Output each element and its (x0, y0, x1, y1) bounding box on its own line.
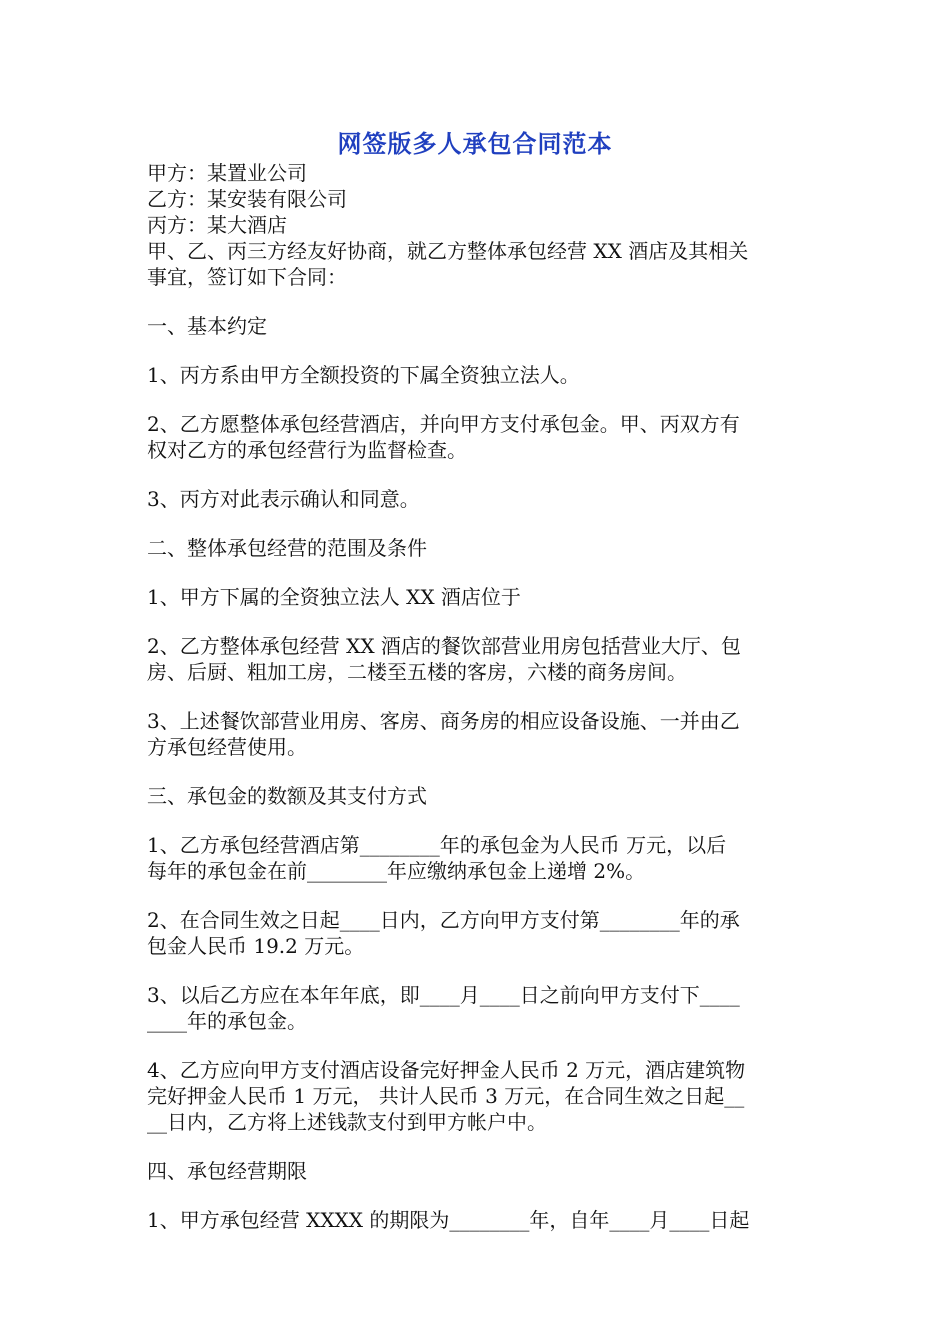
party-c-line: 丙方：某大酒店 (147, 213, 287, 237)
clause-line: 每年的承包金在前________年应缴纳承包金上递增 2%。 (147, 859, 646, 883)
preamble-line: 甲、乙、丙三方经友好协商，就乙方整体承包经营 XX 酒店及其相关 (147, 239, 749, 263)
party-a-line: 甲方：某置业公司 (147, 161, 307, 185)
section-heading: 二、整体承包经营的范围及条件 (147, 536, 427, 560)
preamble-line: 事宜，签订如下合同： (147, 265, 347, 289)
clause-line: 2、在合同生效之日起____日内，乙方向甲方支付第________年的承 (147, 908, 740, 932)
section-heading: 一、基本约定 (147, 314, 267, 338)
clause-line: 权对乙方的承包经营行为监督检查。 (147, 438, 467, 462)
clause-line: 3、以后乙方应在本年年底，即____月____日之前向甲方支付下____ (147, 983, 740, 1007)
clause-line: 2、乙方愿整体承包经营酒店，并向甲方支付承包金。甲、丙双方有 (147, 412, 740, 436)
section-heading: 三、承包金的数额及其支付方式 (147, 784, 427, 808)
clause-line: 1、丙方系由甲方全额投资的下属全资独立法人。 (147, 363, 580, 387)
clause-line: 3、丙方对此表示确认和同意。 (147, 487, 420, 511)
clause-line: ____年的承包金。 (147, 1009, 307, 1033)
section-heading: 四、承包经营期限 (147, 1159, 307, 1183)
clause-line: 完好押金人民币 1 万元， 共计人民币 3 万元，在合同生效之日起__ (147, 1084, 745, 1108)
clause-line: 包金人民币 19.2 万元。 (147, 934, 365, 958)
clause-line: 1、乙方承包经营酒店第________年的承包金为人民币 万元，以后 (147, 833, 727, 857)
clause-line: 3、上述餐饮部营业用房、客房、商务房的相应设备设施、一并由乙 (147, 709, 740, 733)
party-b-line: 乙方：某安装有限公司 (147, 187, 347, 211)
document-body (147, 160, 809, 1233)
clause-line: 1、甲方承包经营 XXXX 的期限为________年，自年____月____日起 (147, 1208, 750, 1232)
clause-line: 房、后厨、粗加工房，二楼至五楼的客房，六楼的商务房间。 (147, 660, 687, 684)
clause-line: 方承包经营使用。 (147, 735, 307, 759)
clause-line: 4、乙方应向甲方支付酒店设备完好押金人民币 2 万元，酒店建筑物 (147, 1058, 746, 1082)
clause-line: __日内，乙方将上述钱款支付到甲方帐户中。 (147, 1110, 547, 1134)
clause-line: 1、甲方下属的全资独立法人 XX 酒店位于 (147, 585, 521, 609)
document-title: 网签版多人承包合同范本 (337, 130, 613, 158)
clause-line: 2、乙方整体承包经营 XX 酒店的餐饮部营业用房包括营业大厅、包 (147, 634, 741, 658)
